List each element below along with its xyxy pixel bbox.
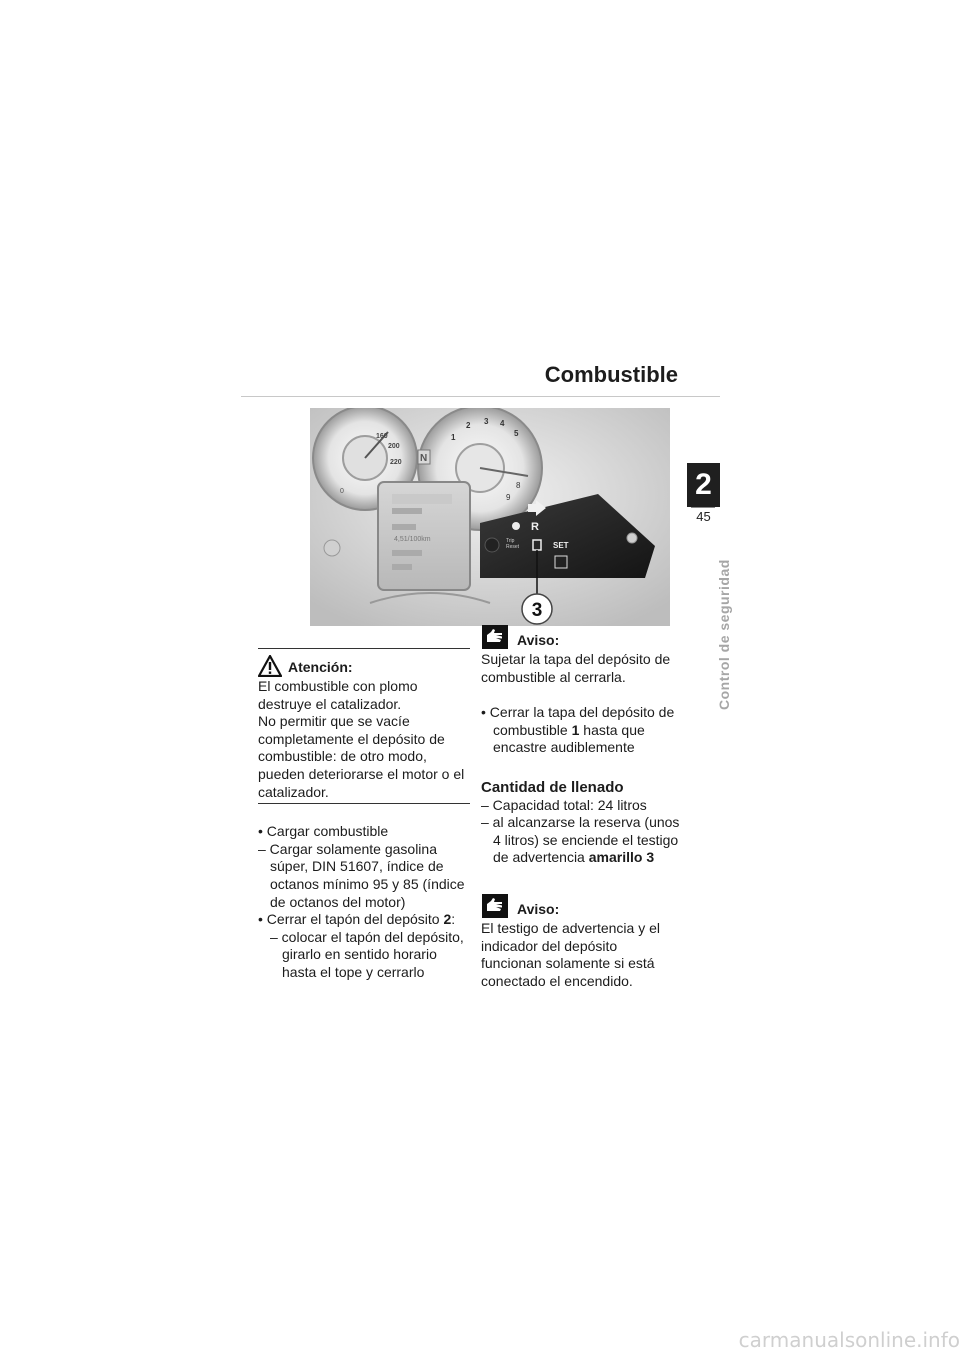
note-2-heading	[481, 893, 681, 919]
note-1-heading	[481, 624, 681, 650]
svg-text:160: 160	[376, 433, 388, 440]
watermark: carmanualsonline.info	[738, 1328, 960, 1352]
svg-text:220: 220	[390, 459, 402, 466]
step-close-cap: • Cerrar el tapón del depósito 2:	[258, 911, 456, 928]
svg-text:Trip: Trip	[506, 538, 515, 544]
note-hand-icon	[481, 624, 509, 650]
tab-divider	[691, 507, 715, 508]
left-column	[258, 648, 470, 982]
note-1-label: Aviso:	[517, 632, 560, 649]
svg-text:0: 0	[340, 488, 344, 495]
note-2-label: Aviso:	[517, 901, 560, 918]
capacity-reserve: – al alcanzarse la reserva (unos 4 litros) se enciende el testigo de advertencia amarillo 3	[481, 814, 680, 866]
svg-text:8: 8	[516, 481, 521, 490]
svg-text:5: 5	[514, 429, 519, 438]
step-load-fuel: • Cargar combustible	[258, 823, 389, 840]
step-close-cap-detail: – colocar el tapón del depósito, girarlo en sentido horario hasta el tope y cerrarlo	[270, 928, 464, 980]
warning-text-1: El combustible con plomo destruye el catalizador.	[258, 678, 418, 712]
note-hand-icon	[481, 893, 509, 919]
warning-label: Atención:	[288, 659, 353, 676]
section-heading: Cantidad de llenado	[481, 778, 624, 796]
chapter-tab: 2	[687, 463, 720, 507]
svg-text:9: 9	[506, 493, 511, 502]
page-number: 45	[696, 509, 711, 524]
svg-text:Reset: Reset	[506, 544, 520, 550]
warning-text-2: No permitir que se vacíe completamente el depósito de combustible: de otro modo, pueden deteriorarse el motor o el catalizador.	[258, 713, 465, 800]
svg-text:N: N	[420, 453, 428, 464]
instrument-cluster-photo	[310, 408, 670, 626]
svg-text:SET: SET	[553, 541, 569, 550]
svg-text:1: 1	[451, 433, 456, 442]
title-divider	[241, 396, 720, 397]
right-column	[481, 624, 681, 990]
svg-text:3: 3	[531, 600, 543, 621]
svg-text:4,51/100km: 4,51/100km	[394, 536, 431, 543]
note-2-text: El testigo de advertencia y el indicador del depósito funcionan solamente si está conectado el encendido.	[481, 919, 660, 989]
svg-text:3: 3	[484, 417, 489, 426]
svg-text:R: R	[531, 521, 539, 533]
step-close-fuel-lid: • Cerrar la tapa del depósito de combustible 1 hasta que encastre audiblemente	[481, 704, 675, 756]
capacity-total: – Capacidad total: 24 litros	[481, 796, 647, 813]
svg-text:4: 4	[500, 419, 505, 428]
svg-text:200: 200	[388, 443, 400, 450]
chapter-side-label: Control de seguridad	[716, 559, 732, 710]
step-fuel-type: – Cargar solamente gasolina súper, DIN 51607, índice de octanos mínimo 95 y 85 (índice de octanos del motor)	[258, 840, 465, 910]
warning-triangle-icon	[258, 655, 282, 677]
note-1-text: Sujetar la tapa del depósito de combustible al cerrarla.	[481, 651, 671, 685]
svg-text:2: 2	[466, 421, 471, 430]
page-title: Combustible	[544, 362, 678, 387]
warning-box	[258, 648, 470, 804]
